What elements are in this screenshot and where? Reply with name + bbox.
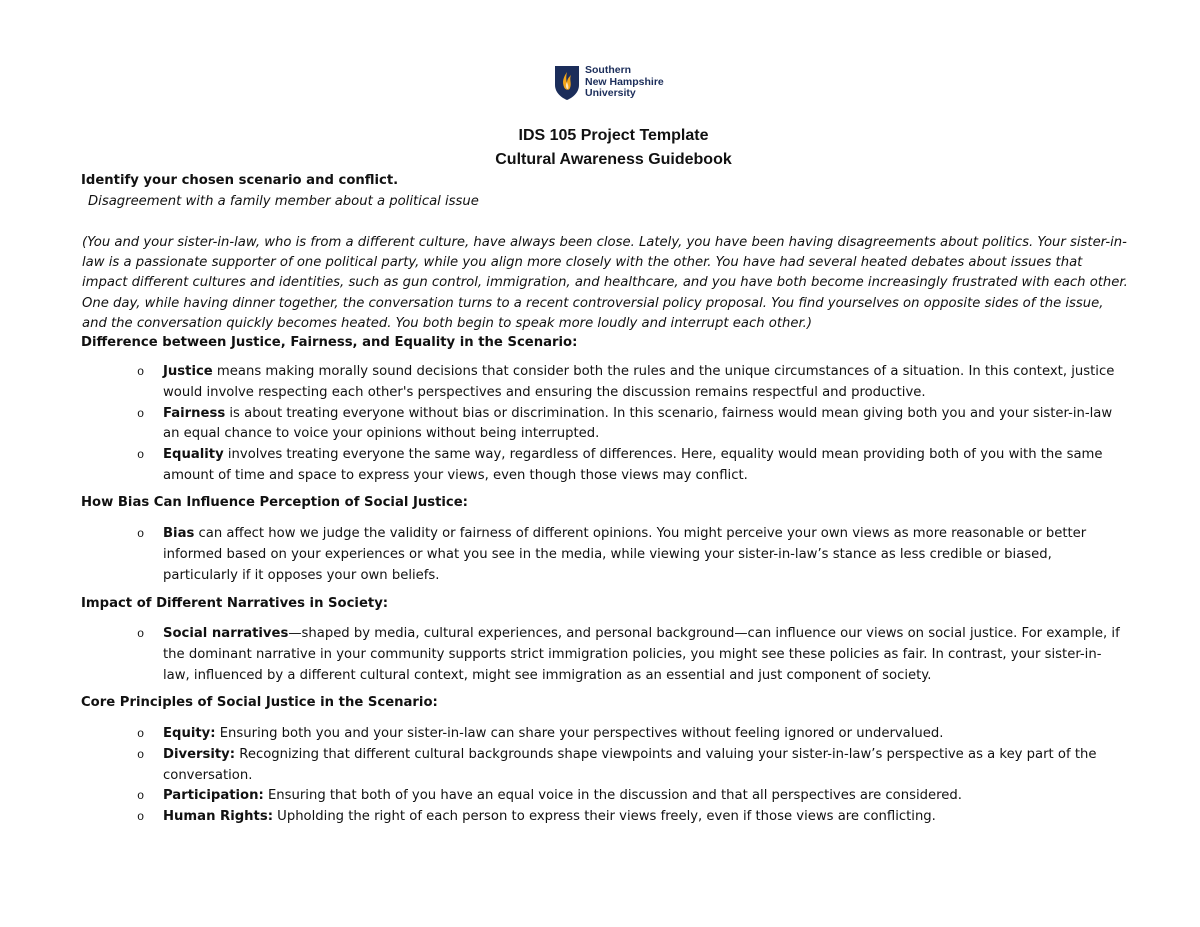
term-diversity: Diversity: bbox=[163, 746, 236, 762]
term-human-rights: Human Rights: bbox=[163, 809, 273, 825]
list-item bbox=[0, 445, 1163, 487]
bullet-icon: o bbox=[137, 627, 145, 641]
bullet-icon: o bbox=[137, 727, 145, 741]
scenario-subtitle: Disagreement with a family member about a political issue bbox=[88, 194, 479, 209]
shield-flame-icon bbox=[554, 65, 580, 101]
item-text: can affect how we judge the validity or fairness of different opinions. You might perceive your own views as more reasonable or better bbox=[194, 526, 1087, 541]
section-heading-justice-fairness-equality: Difference between Justice, Fairness, and Equality in the Scenario: bbox=[81, 335, 578, 350]
scenario-paragraph-line: law is a passionate supporter of one political party, while you align more closely with the other. You have had several heated debates about issues that bbox=[82, 255, 1083, 271]
university-logo bbox=[554, 65, 664, 101]
term-fairness: Fairness bbox=[163, 405, 226, 421]
item-text: informed based on your experiences or what you see in the media, while viewing your sister-in-law’s stance as less credible or biased, bbox=[163, 546, 1052, 562]
list-item bbox=[0, 624, 1163, 686]
section-list-justice-fairness-equality bbox=[0, 362, 1163, 487]
document-subtitle: Cultural Awareness Guidebook bbox=[495, 151, 732, 168]
list-item bbox=[0, 745, 1163, 787]
section-heading-core-principles: Core Principles of Social Justice in the Scenario: bbox=[81, 695, 438, 710]
term-equality: Equality bbox=[163, 447, 224, 463]
list-item bbox=[0, 786, 1163, 807]
section-list-core-principles bbox=[0, 724, 1163, 828]
section-heading-narratives: Impact of Different Narratives in Society: bbox=[81, 596, 389, 611]
item-text: is about treating everyone without bias or discrimination. In this scenario, fairness would mean giving both you and your sister-in-law bbox=[225, 405, 1113, 421]
item-text: conversation. bbox=[163, 767, 253, 783]
scenario-paragraph-line: One day, while having dinner together, the conversation turns to a recent controversial policy proposal. You find yourselves on opposite sides of the issue, bbox=[82, 295, 1104, 311]
item-text: particularly if it opposes your own beliefs. bbox=[163, 567, 440, 583]
list-item bbox=[0, 404, 1163, 446]
scenario-paragraph-line: (You and your sister-in-law, who is from a different culture, have always been close. Lately, you have been having disagreements about politics. Your sister-in- bbox=[82, 235, 1127, 250]
list-item bbox=[0, 807, 1163, 828]
term-equity: Equity: bbox=[163, 726, 216, 741]
section-heading-bias: How Bias Can Influence Perception of Social Justice: bbox=[81, 495, 468, 510]
item-text: Ensuring both you and your sister-in-law can share your perspectives without feeling ignored or undervalued. bbox=[215, 726, 944, 741]
list-item bbox=[0, 724, 1163, 745]
logo-wordmark bbox=[585, 65, 664, 100]
item-text: amount of time and space to express your views, even though those views may conflict. bbox=[163, 467, 748, 483]
item-text: an equal chance to voice your opinions without being interrupted. bbox=[163, 426, 600, 442]
section-list-narratives bbox=[0, 624, 1163, 686]
list-item bbox=[0, 524, 1163, 586]
bullet-icon: o bbox=[137, 365, 145, 379]
document-title: IDS 105 Project Template bbox=[518, 127, 709, 144]
logo-line-3: University bbox=[585, 87, 636, 99]
logo-line-2: New Hampshire bbox=[585, 75, 664, 88]
item-text: Ensuring that both of you have an equal voice in the discussion and that all perspectives are considered. bbox=[263, 788, 962, 804]
item-text: law, influenced by a different cultural context, might see immigration as an essential and just component of society. bbox=[163, 667, 932, 683]
bullet-icon: o bbox=[137, 747, 145, 762]
item-text: Recognizing that different cultural backgrounds shape viewpoints and valuing your sister-in-law’s perspective as a key part of the bbox=[235, 746, 1097, 762]
bullet-icon: o bbox=[137, 527, 145, 541]
item-text: means making morally sound decisions that consider both the rules and the unique circumstances of a situation. In this context, justice bbox=[212, 364, 1115, 379]
bullet-icon: o bbox=[137, 406, 145, 421]
item-text: would involve respecting each other's perspectives and ensuring the discussion remains respectful and productive. bbox=[163, 384, 926, 400]
scenario-paragraph-line: and the conversation quickly becomes heated. You both begin to speak more loudly and interrupt each other.) bbox=[82, 315, 813, 331]
item-text: —shaped by media, cultural experiences, and personal background—can influence our views on social justice. For example, if bbox=[288, 626, 1120, 641]
item-text: involves treating everyone the same way, regardless of differences. Here, equality would mean providing both of you with the same bbox=[223, 447, 1103, 463]
item-text: Upholding the right of each person to express their views freely, even if those views are conflicting. bbox=[272, 809, 936, 825]
scenario-heading: Identify your chosen scenario and conflict. bbox=[81, 173, 399, 188]
bullet-icon: o bbox=[137, 789, 145, 804]
term-participation: Participation: bbox=[163, 788, 264, 804]
list-item bbox=[0, 362, 1163, 404]
term-justice: Justice bbox=[163, 364, 213, 379]
term-social-narratives: Social narratives bbox=[163, 626, 289, 641]
scenario-paragraph bbox=[82, 233, 1162, 334]
logo-line-1: Southern bbox=[585, 64, 632, 76]
term-bias: Bias bbox=[163, 526, 195, 541]
scenario-paragraph-line: impact different cultures and identities, such as gun control, immigration, and healthcare, and you have both become increasingly frustrated with each other. bbox=[82, 275, 1128, 291]
section-list-bias bbox=[0, 524, 1163, 586]
bullet-icon: o bbox=[137, 810, 145, 825]
item-text: the dominant narrative in your community supports strict immigration policies, you might see these policies as fair. In contrast, your sister-in- bbox=[163, 646, 1102, 662]
bullet-icon: o bbox=[137, 448, 145, 463]
